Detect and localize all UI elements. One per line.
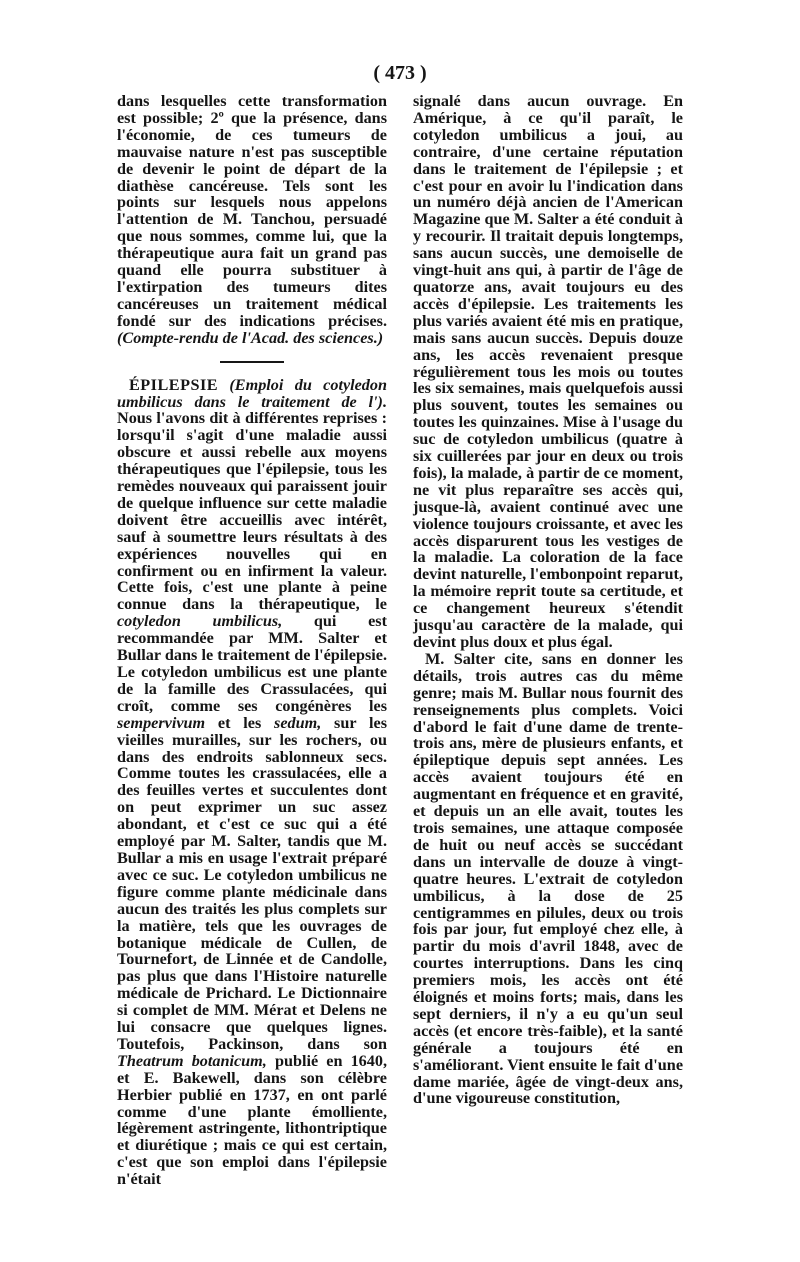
section-heading: ÉPILEPSIE — [129, 375, 219, 394]
italic-term: sedum, — [274, 713, 322, 732]
paragraph-salter-case: signalé dans aucun ouvrage. En Amérique, à ce qu'il paraît, le cotyledon umbilicus a joui, au contraire, d'une certaine réputation dans le traitement de l'épilepsie ; et c'est pour en avoir lu l'indication dans un numéro déjà ancien de l'American Magazine que M. Salter a été conduit à y recourir. Il traitait depuis longtemps, sans aucun succès, une demoiselle de vingt-huit ans qui, à partir de l'âge de quatorze ans, avait toujours eu des accès d'épilepsie. Les traitements les plus variés avaient été mis en pratique, mais sans aucun succès. Depuis douze ans, les accès revenaient presque régulièrement tous les mois ou toutes les six semaines, mais quelquefois aussi plus souvent, toutes les semaines ou toutes les quinzaines. Mise à l'usage du suc de cotyledon umbilicus (quatre à six cuillerées par jour en deux ou trois fois), la malade, à partir de ce moment, ne vit plus reparaître ses accès qui, jusque-là, avaient continué avec une violence toujours croissante, et avec les accès disparurent tous les vestiges de la maladie. La coloration de la face devint naturelle, l'embonpoint reparut, la mémoire reprit toute sa certitude, et ce changement heureux s'étendit jusqu'au caractère de la malade, qui devint plus doux et plus égal. — [413, 92, 683, 651]
italic-book-title: Theatrum botanicum, — [117, 1051, 267, 1070]
italic-term: cotyledon umbilicus, — [117, 612, 283, 631]
italic-term: sempervivum — [117, 713, 206, 732]
source-citation: (Compte-rendu de l'Acad. des sciences.) — [117, 328, 384, 347]
paragraph-bullar-cases: M. Salter cite, sans en donner les détails, trois autres cas du même genre; mais M. Bullar nous fournit des renseignements plus complets. Voici d'abord le fait d'une dame de trente-trois ans, mère de plusieurs enfants, et épileptique depuis sept années. Les accès avaient toujours été en augmentant en fréquence et en gravité, et depuis un an elle avait, toutes les trois semaines, une attaque composée de huit ou neuf accès se succédant dans un intervalle de douze à vingt-quatre heures. L'extrait de cotyledon umbilicus, à la dose de 25 centigrammes en pilules, deux ou trois fois par jour, fut employé chez elle, à partir du mois d'avril 1848, avec de courtes interruptions. Dans les cinq premiers mois, les accès ont été éloignés et moins forts; mais, dans les sept derniers, il n'y a eu qu'un seul accès (et encore très-faible), et la santé générale a toujours été en s'améliorant. Vient ensuite le fait d'une dame mariée, âgée de vingt-deux ans, d'une vigoureuse constitution, — [413, 649, 683, 1108]
paragraph-text: sur les vieilles murailles, sur les rochers, ou dans des endroits sablonneux secs. Comme toutes les crassulacées, elle a des feuilles vertes et succulentes dont on peut exprimer un suc assez abondant, et c'est ce suc qui a été employé par M. Salter, tandis que M. Bullar a mis en usage l'extrait préparé avec ce suc. Le cotyledon umbilicus ne figure comme plante médicinale dans aucun des traités les plus complets sur la matière, tels que les ouvrages de botanique médicale de Cullen, de Tournefort, de Linnée et de Candolle, pas plus que dans l'Histoire naturelle médicale de Prichard. Le Dictionnaire si complet de MM. Mérat et Delens ne lui consacre que quelques lignes. Toutefois, Packinson, dans son — [117, 713, 388, 1053]
paragraph-text: et les — [217, 713, 262, 732]
paragraph-epilepsie — [117, 377, 387, 1189]
left-column — [117, 93, 387, 1188]
section-heading-subtitle: (Emploi du cotyledon umbilicus dans le traitement de l'). — [117, 375, 387, 411]
page-number: ( 473 ) — [373, 62, 427, 84]
paragraph-text: publié en 1640, et E. Bakewell, dans son célèbre Herbier publié en 1737, en ont parlé comme d'une plante émolliente, légèrement astringente, lithontriptique et diurétique ; mais ce qui est certain, c'est que son emploi dans l'épilepsie n'était — [117, 1051, 387, 1189]
section-divider — [220, 361, 284, 363]
paragraph-text: Nous l'avons dit à différentes reprises : lorsqu'il s'agit d'une maladie aussi obscure et aussi rebelle aux moyens thérapeutiques que l'épilepsie, tous les remèdes nouveaux qui paraissent jouir de quelque influence sur cette maladie doivent être accueillis avec intérêt, sauf à soumettre leurs résultats à des expériences nouvelles qui en confirment ou en infirment la valeur. Cette fois, c'est une plante à peine connue dans la thérapeutique, le — [117, 409, 387, 614]
right-column — [413, 93, 683, 1107]
paragraph-text: qui est recommandée par MM. Salter et Bullar dans le traitement de l'épilepsie. Le cotyledon umbilicus est une plante de la famille des Crassulacées, qui croît, comme ses congénères les — [117, 612, 387, 715]
paragraph-text: dans lesquelles cette transformation est possible; 2º que la présence, dans l'économie, de ces tumeurs de mauvaise nature n'est pas susceptible de devenir le point de départ de la diathèse cancéreuse. Tels sont les points sur lesquels nous appelons l'attention de M. Tanchou, persuadé que nous sommes, comme lui, que la thérapeutique aura fait un grand pas quand elle pourra substituer à l'extirpation des tumeurs dites cancéreuses un traitement médical fondé sur des indications précises. — [117, 92, 387, 330]
paragraph-cancer-conclusion — [117, 93, 387, 347]
